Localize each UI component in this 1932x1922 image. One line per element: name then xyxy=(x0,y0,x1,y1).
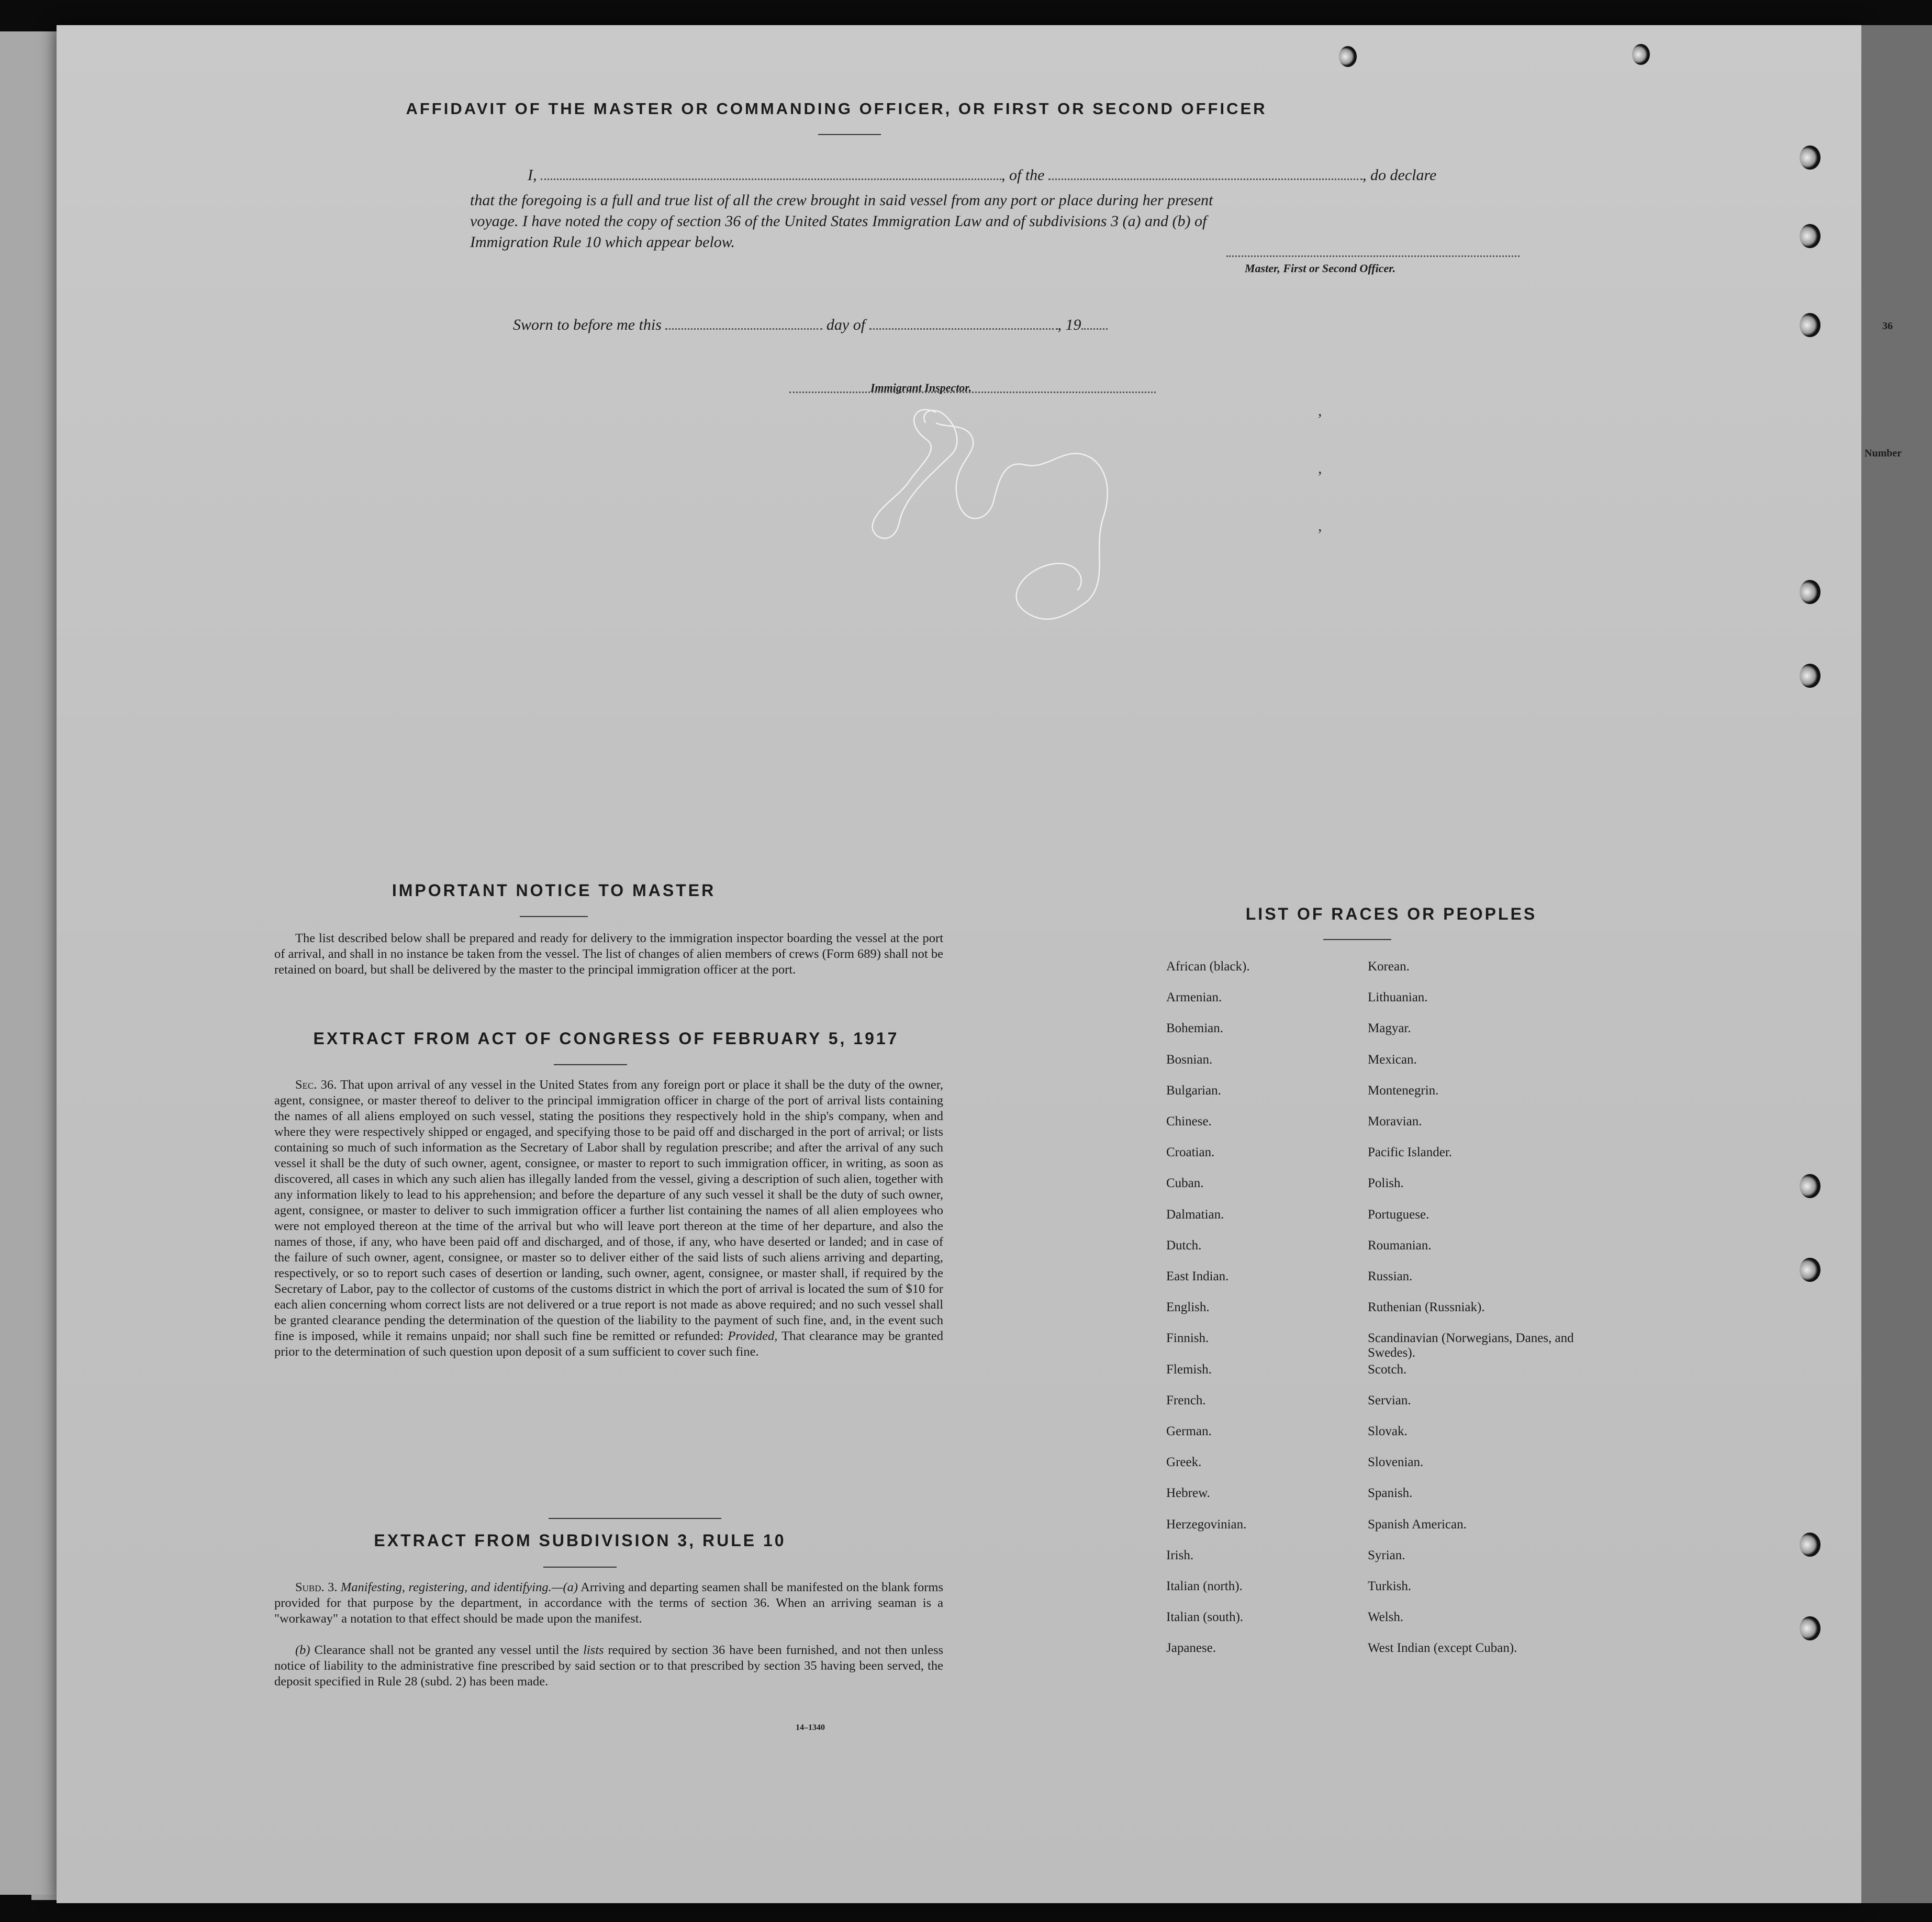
races-title: LIST OF RACES OR PEOPLES xyxy=(1245,904,1537,923)
bleed-mark: , xyxy=(1318,460,1322,477)
race-item: English. xyxy=(1166,1300,1210,1315)
race-item: Welsh. xyxy=(1368,1610,1404,1625)
race-item: Scandinavian (Norwegians, Danes, and Swedes). xyxy=(1368,1331,1574,1360)
race-item: Pacific Islander. xyxy=(1368,1145,1453,1160)
act-end-rule xyxy=(549,1518,721,1519)
a-text: Arriving and departing seamen shall be manifested on the blank forms provided for that purpose by the department, in accordance with the terms of section 36. When an arriving seaman is a "workaway" a notation to that effect should be made upon the manifest. xyxy=(274,1580,944,1626)
race-item: German. xyxy=(1166,1424,1212,1438)
affidavit-line-3: voyage. I have noted the copy of section 36 of the United States Immigration Law and of subdivisions 3 (a) and (b) of xyxy=(470,213,1207,230)
race-item: French. xyxy=(1166,1393,1206,1407)
signature-label: Master, First or Second Officer. xyxy=(1245,262,1396,275)
proviso-label: Provided, xyxy=(728,1329,778,1343)
sworn-line xyxy=(513,316,1108,334)
race-item: Japanese. xyxy=(1166,1641,1216,1656)
race-item: East Indian. xyxy=(1166,1269,1229,1283)
races-rule xyxy=(1323,939,1391,940)
race-item: Herzegovinian. xyxy=(1166,1517,1247,1532)
race-item: Ruthenian (Russniak). xyxy=(1368,1300,1485,1315)
race-item: Bulgarian. xyxy=(1166,1083,1221,1098)
race-item: Cuban. xyxy=(1166,1176,1204,1191)
notice-text: The list described below shall be prepared and ready for delivery to the immigration inspector boarding the vessel at the port of arrival, and shall in no instance be taken from the vessel. The list of changes of alien members of crews (Form 689) shall not be retained on board, but shall be delivered by the master to the principal immigration officer at the port. xyxy=(274,931,943,977)
race-item: Moravian. xyxy=(1368,1114,1422,1128)
affidavit-line-4: Immigration Rule 10 which appear below. xyxy=(470,233,735,251)
line1-start: I, xyxy=(528,166,537,184)
race-item: Croatian. xyxy=(1166,1145,1215,1160)
ring-hole xyxy=(1800,1258,1821,1282)
rule-subd-b xyxy=(274,1642,943,1690)
race-item: Greek. xyxy=(1166,1455,1202,1470)
signature-line xyxy=(1226,255,1520,257)
race-item: Mexican. xyxy=(1368,1052,1417,1067)
race-item: Servian. xyxy=(1368,1393,1411,1407)
act-title: EXTRACT FROM ACT OF CONGRESS OF FEBRUARY 5, 1917 xyxy=(313,1029,899,1048)
rule-title: EXTRACT FROM SUBDIVISION 3, RULE 10 xyxy=(374,1531,786,1550)
race-item: Italian (south). xyxy=(1166,1610,1244,1625)
month-blank xyxy=(869,328,1058,330)
race-item: Italian (north). xyxy=(1166,1579,1243,1593)
race-item: Turkish. xyxy=(1368,1579,1412,1593)
race-item: Slovenian. xyxy=(1368,1455,1424,1470)
line1-mid: , of the xyxy=(1001,166,1045,184)
race-item: Syrian. xyxy=(1368,1548,1405,1562)
ring-hole xyxy=(1800,664,1821,688)
ring-hole xyxy=(1800,224,1821,248)
inspector-label: Immigrant Inspector. xyxy=(870,381,972,394)
race-item: Flemish. xyxy=(1166,1362,1212,1377)
rule-title-rule xyxy=(543,1567,617,1568)
b-label: (b) xyxy=(295,1643,310,1657)
race-item: Spanish American. xyxy=(1368,1517,1467,1532)
vessel-blank xyxy=(1048,178,1363,180)
race-item: Slovak. xyxy=(1368,1424,1408,1438)
act-rule xyxy=(554,1064,627,1065)
line1-end: , do declare xyxy=(1363,166,1437,184)
race-item: Dalmatian. xyxy=(1166,1207,1224,1222)
race-item: Spanish. xyxy=(1368,1486,1413,1501)
race-item: Chinese. xyxy=(1166,1114,1212,1128)
race-item: Magyar. xyxy=(1368,1021,1411,1036)
pencil-scribble xyxy=(816,392,1234,653)
ring-hole xyxy=(1632,44,1650,65)
act-body: That upon arrival of any vessel in the United States from any foreign port or place it shall be the duty of the owner, agent, consignee, or master thereof to deliver to the principal immigration officer in charge of the port of arrival lists containing the names of all aliens employed on such vessel, stating the positions they respectively hold in the ship's company, when and where they were respectively shipped or engaged, and specifying those to be paid off and discharged in the port of arrival; or lists containing so much of such information as the Secretary of Labor shall by regulation prescribe; and after the arrival of any such vessel it shall be the duty of such owner, agent, consignee, or master to report to such immigration officer, in writing, as soon as discovered, all cases in which any such alien has illegally landed from the vessel, giving a description of such alien, together with any information likely to lead to his apprehension; and before the departure of any such vessel it shall be the duty of such owner, agent, consignee, or master to deliver to such immigration officer a further list containing the names of all alien employees who were not employed thereon at the time of the arrival but who will leave port thereon at the time of her departure, and also the names of those, if any, who have been paid off and discharged, and of those, if any, who have deserted or landed; and in case of the failure of such owner, agent, consignee, or master so to deliver either of the said lists of such aliens arriving and departing, respectively, or so to report such cases of desertion or landing, such owner, agent, consignee, or master shall, if required by the Secretary of Labor, pay to the collector of customs of the customs district in which the port of arrival is located the sum of $10 for each alien concerning whom correct lists are not delivered or a true report is not made as above required; and no such vessel shall be granted clearance pending the determination of the question of the liability to the payment of such fine, and, in the event such fine is imposed, while it remains unpaid; nor shall such fine be remitted or refunded: xyxy=(274,1078,943,1343)
ring-hole xyxy=(1800,1174,1821,1198)
right-underlying-page xyxy=(1861,25,1932,1903)
sworn-start: Sworn to before me this xyxy=(513,316,662,333)
margin-page-number: 36 xyxy=(1882,320,1893,332)
ring-hole xyxy=(1800,1533,1821,1557)
act-text xyxy=(274,1077,943,1360)
year-blank xyxy=(1081,328,1108,330)
ring-hole xyxy=(1339,46,1357,67)
race-item: Polish. xyxy=(1368,1176,1404,1191)
ring-hole xyxy=(1800,313,1821,337)
sworn-mid: day of xyxy=(826,316,866,333)
name-blank xyxy=(541,178,1001,180)
b-lists: lists xyxy=(583,1643,604,1657)
race-item: Roumanian. xyxy=(1368,1238,1432,1253)
race-item: Bohemian. xyxy=(1166,1021,1224,1036)
rule-subd-a xyxy=(274,1580,943,1627)
race-item: Scotch. xyxy=(1368,1362,1407,1377)
ring-hole xyxy=(1800,146,1821,170)
b-text-1: Clearance shall not be granted any vessel until the xyxy=(314,1643,579,1657)
affidavit-line-1 xyxy=(528,166,1538,187)
sec-label: Sec. 36. xyxy=(295,1078,337,1092)
notice-rule xyxy=(520,916,588,917)
race-item: Portuguese. xyxy=(1368,1207,1430,1222)
subd-label: Subd. 3. xyxy=(295,1580,338,1594)
sworn-end: , 19 xyxy=(1057,316,1081,333)
race-item: Russian. xyxy=(1368,1269,1413,1283)
ring-hole xyxy=(1800,580,1821,604)
a-label: —(a) xyxy=(551,1580,578,1594)
notice-title: IMPORTANT NOTICE TO MASTER xyxy=(392,881,716,900)
race-item: Montenegrin. xyxy=(1368,1083,1439,1098)
race-item: Korean. xyxy=(1368,959,1410,974)
left-page-edge xyxy=(0,31,58,1895)
bleed-mark: , xyxy=(1318,517,1322,534)
margin-number-label: Number xyxy=(1864,448,1902,459)
race-item: West Indian (except Cuban). xyxy=(1368,1641,1517,1656)
affidavit-line-2: that the foregoing is a full and true list of all the crew brought in said vessel from any port or place during her present xyxy=(470,192,1213,209)
race-item: African (black). xyxy=(1166,959,1250,974)
race-item: Irish. xyxy=(1166,1548,1194,1562)
race-item: Finnish. xyxy=(1166,1331,1209,1346)
race-item: Dutch. xyxy=(1166,1238,1202,1253)
race-item: Lithuanian. xyxy=(1368,990,1428,1005)
ring-hole xyxy=(1800,1616,1821,1640)
b-text-2: required by section 36 have been furnished, and not then unless notice of liability to the administrative fine prescribed by said section or to that prescribed by section 35 having been served, the deposit specified in Rule 28 (subd. 2) has been made. xyxy=(274,1643,944,1689)
subd-heading: Manifesting, registering, and identifying. xyxy=(340,1580,552,1594)
race-item: Hebrew. xyxy=(1166,1486,1210,1501)
bleed-mark: , xyxy=(1318,402,1322,419)
title-rule xyxy=(818,134,881,135)
proviso-text: That clearance may be granted prior to the determination of such question upon deposit of a sum sufficient to cover such fine. xyxy=(274,1329,944,1359)
day-blank xyxy=(665,328,822,330)
document-sheet xyxy=(57,25,1862,1903)
race-item: Armenian. xyxy=(1166,990,1222,1005)
affidavit-title: AFFIDAVIT OF THE MASTER OR COMMANDING OFFICER, OR FIRST OR SECOND OFFICER xyxy=(406,99,1267,118)
form-number: 14–1340 xyxy=(796,1723,825,1732)
race-item: Bosnian. xyxy=(1166,1052,1213,1067)
